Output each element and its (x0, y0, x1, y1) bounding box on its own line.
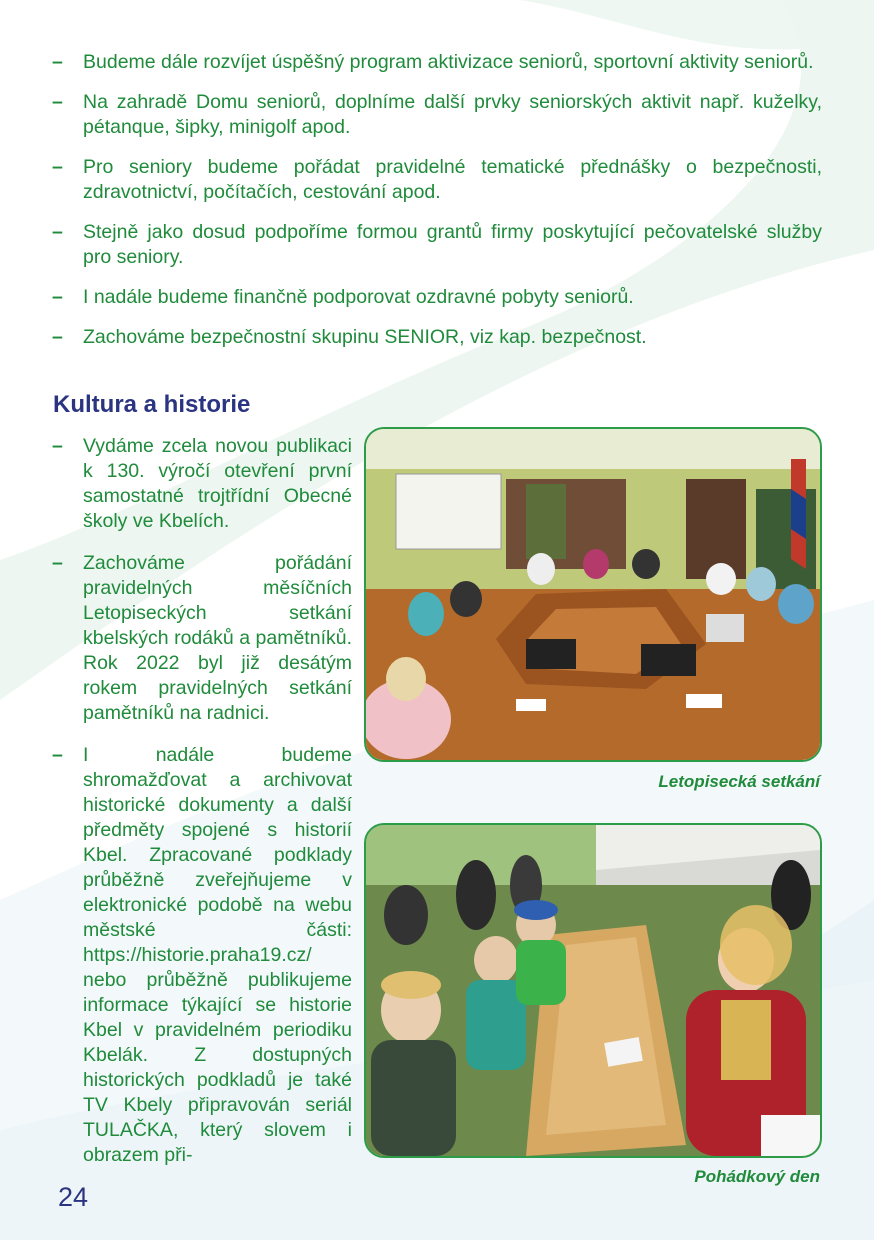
list-item-text: Na zahradě Domu seniorů, doplníme další prvky seniorských aktivit např. kuželky, pétanque, šipky, minigolf apod. (83, 91, 822, 138)
list-item-text: Budeme dále rozvíjet úspěšný program aktivizace seniorů, sportovní aktivity seniorů. (83, 51, 814, 73)
dash-icon: – (52, 51, 63, 73)
list-item (52, 155, 822, 205)
dash-icon: – (52, 435, 63, 457)
list-item (52, 50, 822, 75)
page-number: 24 (58, 1182, 89, 1212)
list-item-text: Zachováme bezpečnostní skupinu SENIOR, viz kap. bezpečnost. (83, 326, 647, 348)
list-item (52, 325, 822, 350)
list-item (52, 220, 822, 270)
list-item (52, 434, 352, 534)
list-item (52, 551, 352, 726)
list-item-text: Zachováme pořádání pravidelných měsíčních Letopiseckých setkání kbelských rodáků a pamětníků. Rok 2022 byl již desátým rokem pravidelných setkání pamětníků na radnici. (83, 552, 352, 724)
photo-fairytale-day (364, 823, 822, 1158)
list-item-text: Vydáme zcela novou publikaci k 130. výročí otevření první samostatné trojtřídní Obecné školy ve Kbelích. (83, 435, 352, 532)
list-item-text: I nadále budeme finančně podporovat ozdravné pobyty seniorů. (83, 286, 634, 308)
dash-icon: – (52, 326, 63, 348)
photo-meeting (364, 427, 822, 762)
list-item (52, 743, 352, 1168)
photo-caption: Pohádkový den (694, 1167, 820, 1186)
list-item-text: Stejně jako dosud podpoříme formou grantů firmy poskytující pečovatelské služby pro seniory. (83, 221, 822, 268)
list-item (52, 285, 822, 310)
top-bullet-list (52, 50, 822, 365)
list-item (52, 90, 822, 140)
dash-icon: – (52, 286, 63, 308)
dash-icon: – (52, 552, 63, 574)
list-item-text: Pro seniory budeme pořádat pravidelné tematické přednášky o bezpečnosti, zdravotnictví, počítačích, cestování apod. (83, 156, 822, 203)
dash-icon: – (52, 156, 63, 178)
meeting-photo-illustration (366, 429, 820, 760)
dash-icon: – (52, 221, 63, 243)
section-title: Kultura a historie (53, 391, 251, 418)
dash-icon: – (52, 91, 63, 113)
list-item-text: I nadále budeme shromažďovat a archivovat historické dokumenty a další předměty spojené s historií Kbel. Zpracované podklady průběžně zveřejňujeme v elektronické podobě na webu městské části: https://historie.praha19.cz/ nebo průběžně publikujeme informace týkající se historie Kbel v pravidelném periodiku Kbelák. Z dostupných historických podkladů je také TV Kbely připravován seriál TULAČKA, který slovem i obrazem při- (83, 744, 352, 1166)
fairytale-photo-illustration (366, 825, 820, 1156)
dash-icon: – (52, 744, 63, 766)
history-bullet-list (52, 434, 352, 1185)
photo-caption: Letopisecká setkání (658, 772, 820, 791)
